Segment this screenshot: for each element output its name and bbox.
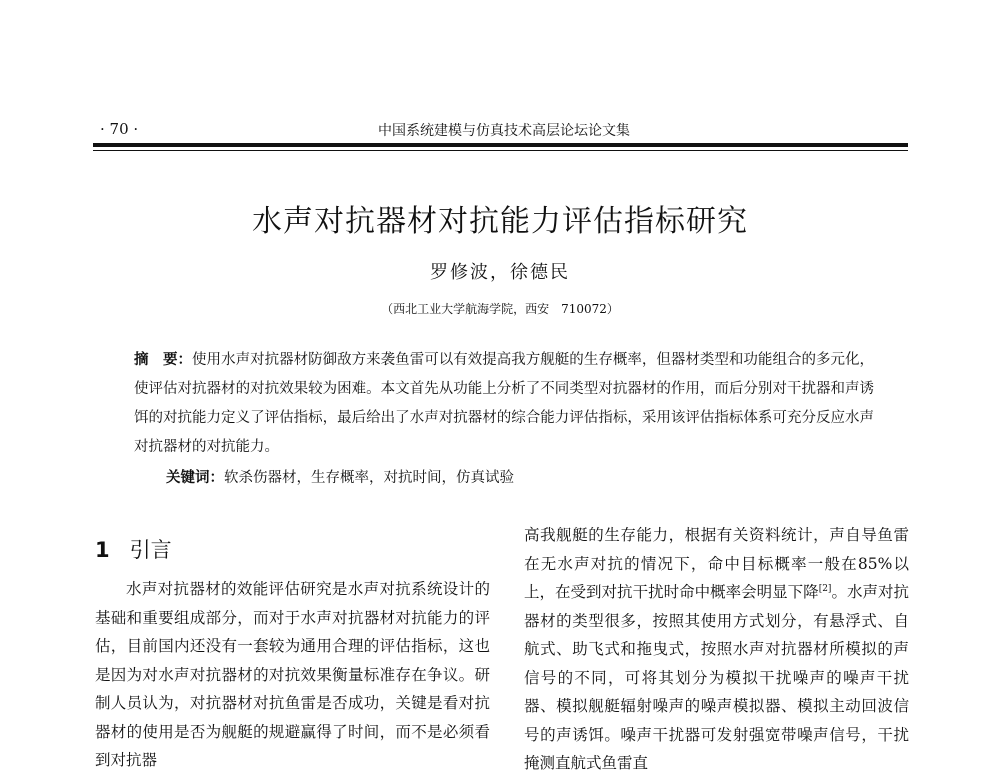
paper-authors: 罗修波，徐德民	[430, 262, 570, 283]
section-title: 引言	[129, 538, 172, 562]
abstract	[134, 346, 874, 462]
keywords-label: 关键词：	[166, 470, 224, 486]
body-right-text-b: 。水声对抗器材的类型很多，按照其使用方式划分，有悬浮式、自航式、助飞式和拖曳式，按照水声对抗器材所模拟的声信号的不同，可将其划分为模拟干扰噪声的噪声干扰器、模拟舰艇辐射噪声的噪声模拟器、模拟主动回波信号的声诱饵。噪声干扰器可发射强宽带噪声信号，干扰掩测直航式鱼雷直	[524, 583, 909, 772]
abstract-text: 使用水声对抗器材防御敌方来袭鱼雷可以有效提高我方舰艇的生存概率，但器材类型和功能组合的多元化，使评估对抗器材的对抗效果较为困难。本文首先从功能上分析了不同类型对抗器材的作用，而后分别对干扰器和声诱饵的对抗能力定义了评估指标，最后给出了水声对抗器材的综合能力评估指标，采用该评估指标体系可充分反应水声对抗器材的对抗能力。	[134, 352, 875, 455]
keywords-text: 软杀伤器材，生存概率，对抗时间，仿真试验	[224, 470, 514, 486]
citation-ref: [2]	[818, 583, 832, 594]
paper-title: 水声对抗器材对抗能力评估指标研究	[252, 204, 748, 239]
header-rule-thin	[93, 150, 908, 151]
body-column-left: 水声对抗器材的效能评估研究是水声对抗系统设计的基础和重要组成部分，而对于水声对抗器材对抗能力的评估，目前国内还没有一套较为通用合理的评估指标，这也是因为对水声对抗器材的对抗效果衡量标准存在争议。研制人员认为，对抗器材对抗鱼雷是否成功，关键是看对抗器材的使用是否为舰艇的规避赢得了时间，而不是必须看到对抗器	[95, 580, 490, 769]
body-right-text-a: 高我舰艇的生存能力，根据有关资料统计，声自导鱼雷在无水声对抗的情况下，命中目标概率一般在85%以上，在受到对抗干扰时命中概率会明显下降	[524, 526, 909, 601]
page-number: · 70 ·	[100, 120, 139, 138]
running-title: 中国系统建模与仿真技术高层论坛论文集	[378, 123, 630, 139]
page-header	[100, 118, 908, 142]
header-rule-thick	[93, 143, 908, 147]
author-affiliation: （西北工业大学航海学院，西安 710072）	[381, 302, 619, 316]
section-heading	[95, 534, 172, 564]
section-number: 1	[95, 538, 110, 562]
abstract-label: 摘 要：	[134, 352, 193, 368]
body-column-right	[524, 521, 909, 778]
keywords	[166, 466, 866, 487]
